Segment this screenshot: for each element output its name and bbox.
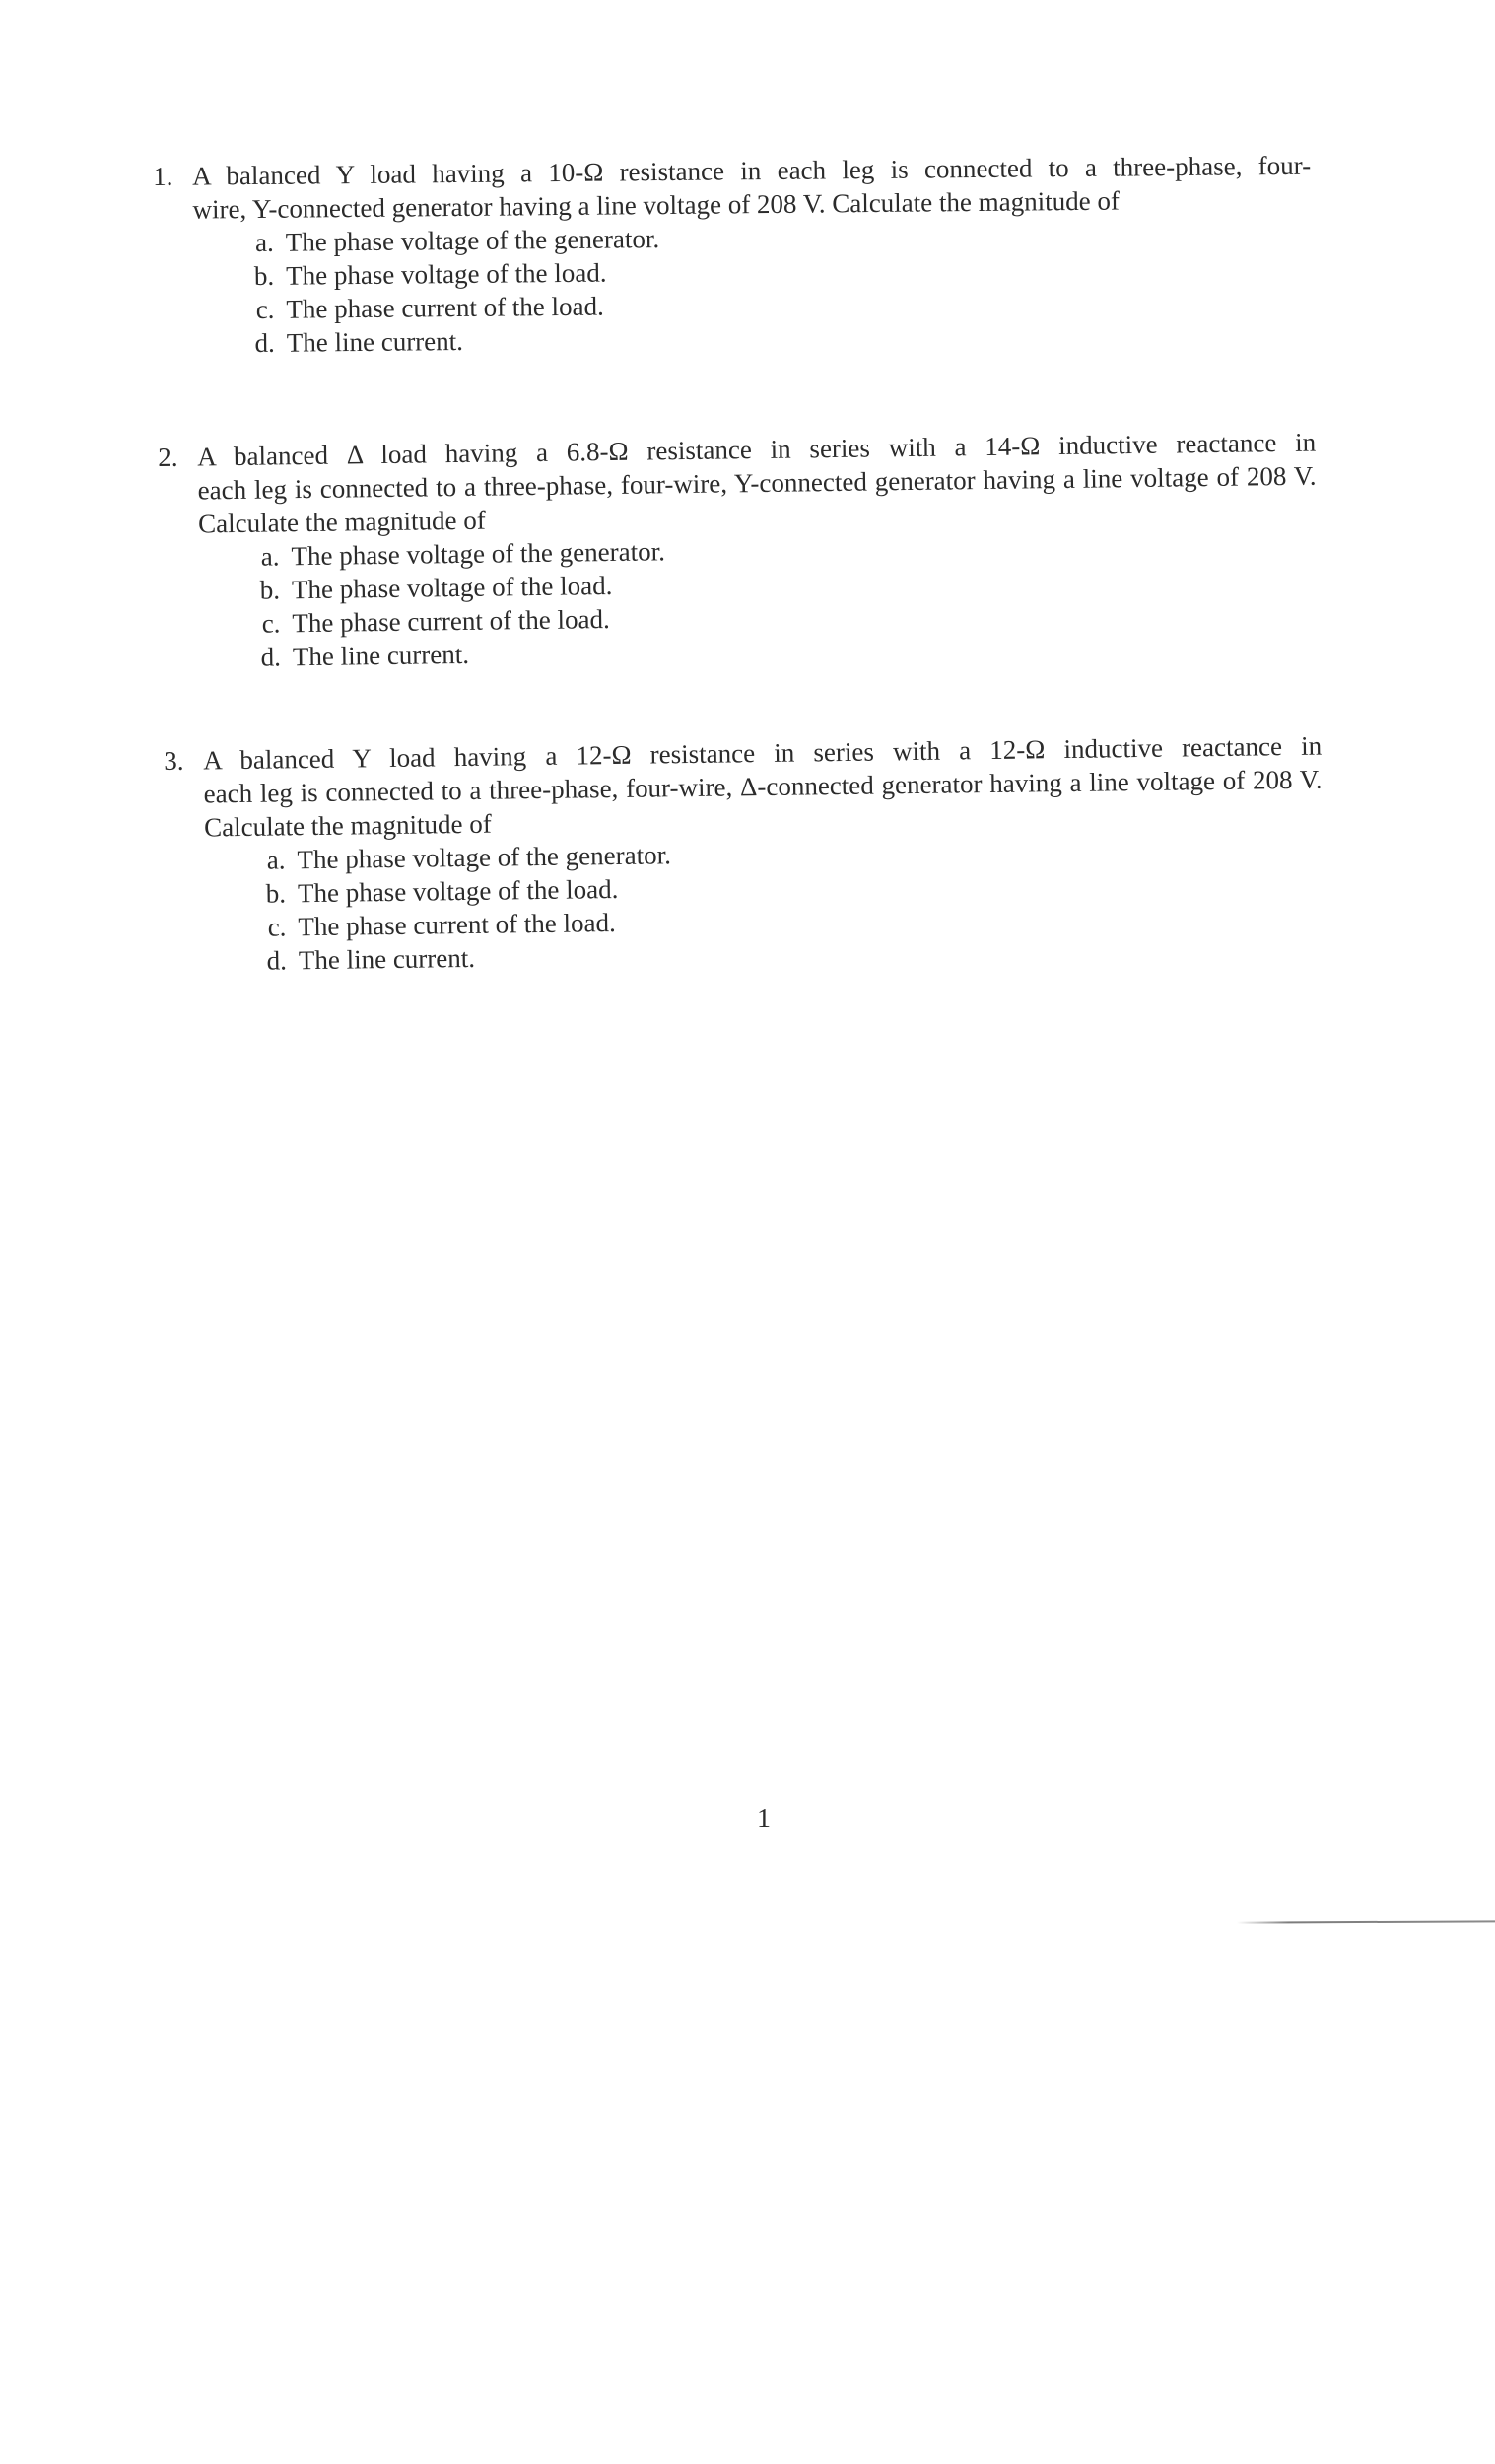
sub-question-text: The line current. <box>292 639 470 672</box>
problem-3 <box>164 729 1325 979</box>
problem-text-rest: each leg is connected to a three-phase, four-wire, Y-connected generator having a line voltage of 208 V. Calculate the magnitude of <box>197 460 1317 539</box>
problem-2 <box>158 426 1319 675</box>
sub-question-letter: a. <box>266 845 286 875</box>
sub-question-text: The phase voltage of the load. <box>285 257 607 291</box>
sub-question-list <box>154 216 1313 361</box>
sub-question-text: The phase voltage of the generator. <box>297 840 672 875</box>
sub-question-text: The phase current of the load. <box>286 291 604 324</box>
sub-question-text: The line current. <box>298 942 476 976</box>
problem-text-line-1: A balanced Y load having a 10-Ω resistance in each leg is connected to a three-phase, four- <box>192 150 1312 191</box>
problem-number: 3. <box>164 745 184 776</box>
problem-text <box>203 729 1323 845</box>
problem-text-rest: wire, Y-connected generator having a line voltage of 208 V. Calculate the magnitude of <box>192 185 1121 225</box>
problem-stem <box>164 729 1323 845</box>
sub-question-letter: d. <box>254 327 275 359</box>
problem-number: 1. <box>153 161 173 191</box>
sub-question-text: The phase voltage of the generator. <box>285 224 660 257</box>
scan-artifact-line <box>1237 1920 1495 1923</box>
sub-question-text: The phase voltage of the load. <box>291 570 613 605</box>
sub-question-text: The phase voltage of the generator. <box>291 536 666 572</box>
sub-question-letter: b. <box>265 878 287 909</box>
page-number: 1 <box>757 1804 771 1834</box>
sub-question-letter: b. <box>253 260 275 292</box>
sub-question-letter: a. <box>260 541 280 572</box>
problem-text <box>197 426 1317 541</box>
sub-question-list <box>159 526 1319 675</box>
problem-number: 2. <box>158 442 178 472</box>
sub-question-letter: d. <box>266 945 288 976</box>
problem-text <box>192 149 1312 227</box>
problem-text-line-1: A balanced Δ load having a 6.8-Ω resistance in series with a 14-Ω inductive reactance in <box>197 427 1317 472</box>
sub-question-text: The phase current of the load. <box>292 604 610 639</box>
sub-question-letter: c. <box>255 294 275 325</box>
sub-question-letter: c. <box>261 608 281 639</box>
problem-text-rest: each leg is connected to a three-phase, four-wire, Δ-connected generator having a line voltage of 208 V. Calculate the magnitude of <box>203 764 1323 843</box>
problem-1 <box>153 149 1313 361</box>
sub-question-text: The phase voltage of the load. <box>297 873 619 909</box>
problem-stem <box>153 149 1312 227</box>
sub-question-text: The phase current of the load. <box>298 908 616 942</box>
sub-question-letter: b. <box>259 575 281 605</box>
problem-stem <box>158 426 1317 541</box>
sub-question-letter: d. <box>260 642 282 672</box>
problem-text-line-1: A balanced Y load having a 12-Ω resistance in series with a 12-Ω inductive reactance in <box>203 730 1323 776</box>
sub-question-list <box>165 830 1325 979</box>
sub-question-letter: a. <box>254 227 274 258</box>
sub-question-text: The line current. <box>286 325 464 358</box>
sub-question-letter: c. <box>267 912 287 942</box>
